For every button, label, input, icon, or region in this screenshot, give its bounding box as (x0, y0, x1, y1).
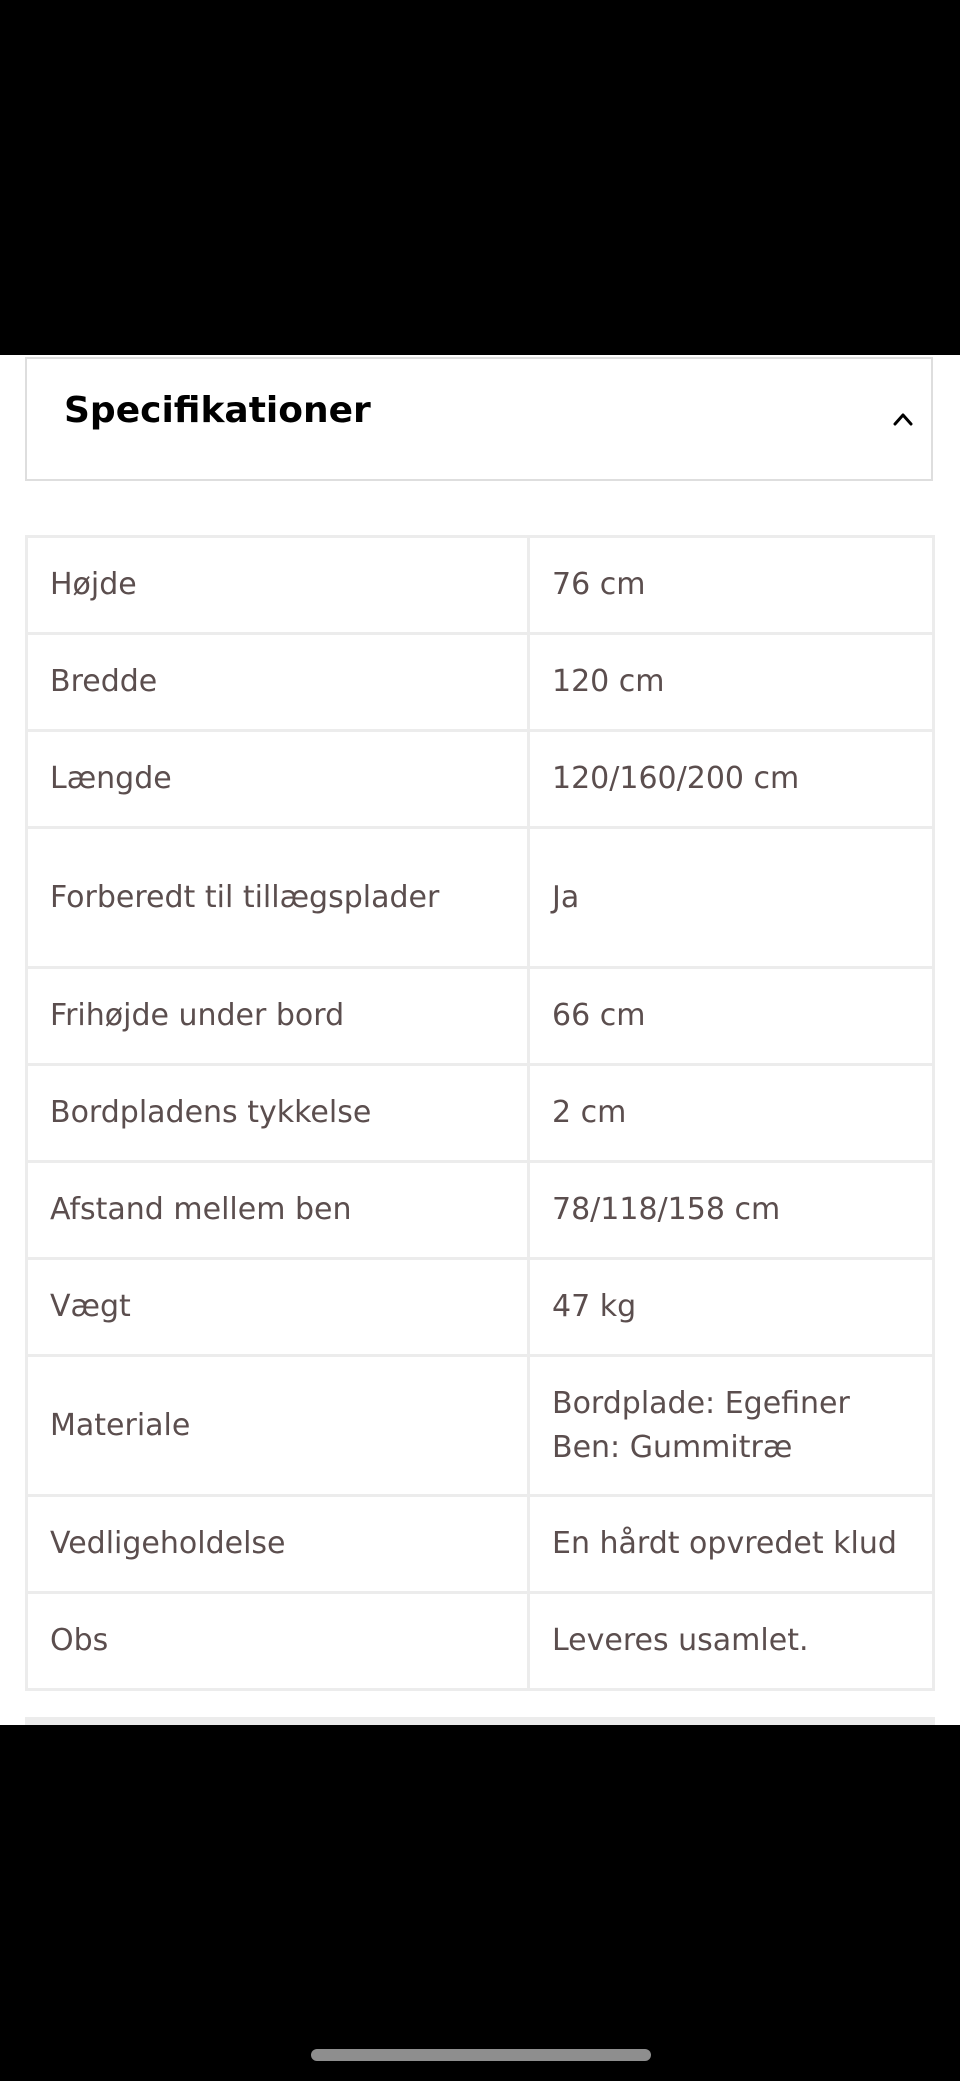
table-row (27, 1496, 934, 1593)
table-row (27, 1593, 934, 1690)
table-row (27, 1162, 934, 1259)
spec-value: Ja (529, 828, 934, 968)
navigation-area (0, 1725, 960, 2081)
spec-label: Bordpladens tykkelse (27, 1065, 529, 1162)
table-row (27, 731, 934, 828)
spec-label: Længde (27, 731, 529, 828)
spec-label: Forberedt til tillægsplader (27, 828, 529, 968)
spec-value: 120 cm (529, 634, 934, 731)
table-row (27, 1065, 934, 1162)
spec-label: Vedligeholdelse (27, 1496, 529, 1593)
spec-label: Vægt (27, 1259, 529, 1356)
spec-label: Bredde (27, 634, 529, 731)
status-bar-area (0, 0, 960, 355)
spec-value: 66 cm (529, 968, 934, 1065)
specifications-accordion-header[interactable] (25, 357, 933, 481)
spec-value: 120/160/200 cm (529, 731, 934, 828)
chevron-up-icon[interactable] (893, 409, 913, 429)
spec-label: Frihøjde under bord (27, 968, 529, 1065)
table-row (27, 634, 934, 731)
table-row (27, 537, 934, 634)
accordion-title: Specifikationer (64, 390, 371, 431)
table-row (27, 1259, 934, 1356)
spec-value: 47 kg (529, 1259, 934, 1356)
spec-value: 2 cm (529, 1065, 934, 1162)
table-row (27, 968, 934, 1065)
specifications-table (25, 535, 935, 1691)
product-details (0, 355, 960, 1725)
spec-label: Afstand mellem ben (27, 1162, 529, 1259)
spec-value: 78/118/158 cm (529, 1162, 934, 1259)
home-indicator[interactable] (311, 2049, 651, 2061)
spec-value: En hårdt opvredet klud (529, 1496, 934, 1593)
spec-label: Obs (27, 1593, 529, 1690)
table-row (27, 828, 934, 968)
spec-value: 76 cm (529, 537, 934, 634)
spec-label: Materiale (27, 1356, 529, 1496)
spec-value-line: Ben: Gummitræ (552, 1429, 793, 1465)
spec-value (529, 1356, 934, 1496)
table-row (27, 1356, 934, 1496)
spec-value-line: Bordplade: Egefiner (552, 1385, 850, 1421)
spec-label: Højde (27, 537, 529, 634)
spec-value: Leveres usamlet. (529, 1593, 934, 1690)
next-section-divider (25, 1717, 935, 1725)
